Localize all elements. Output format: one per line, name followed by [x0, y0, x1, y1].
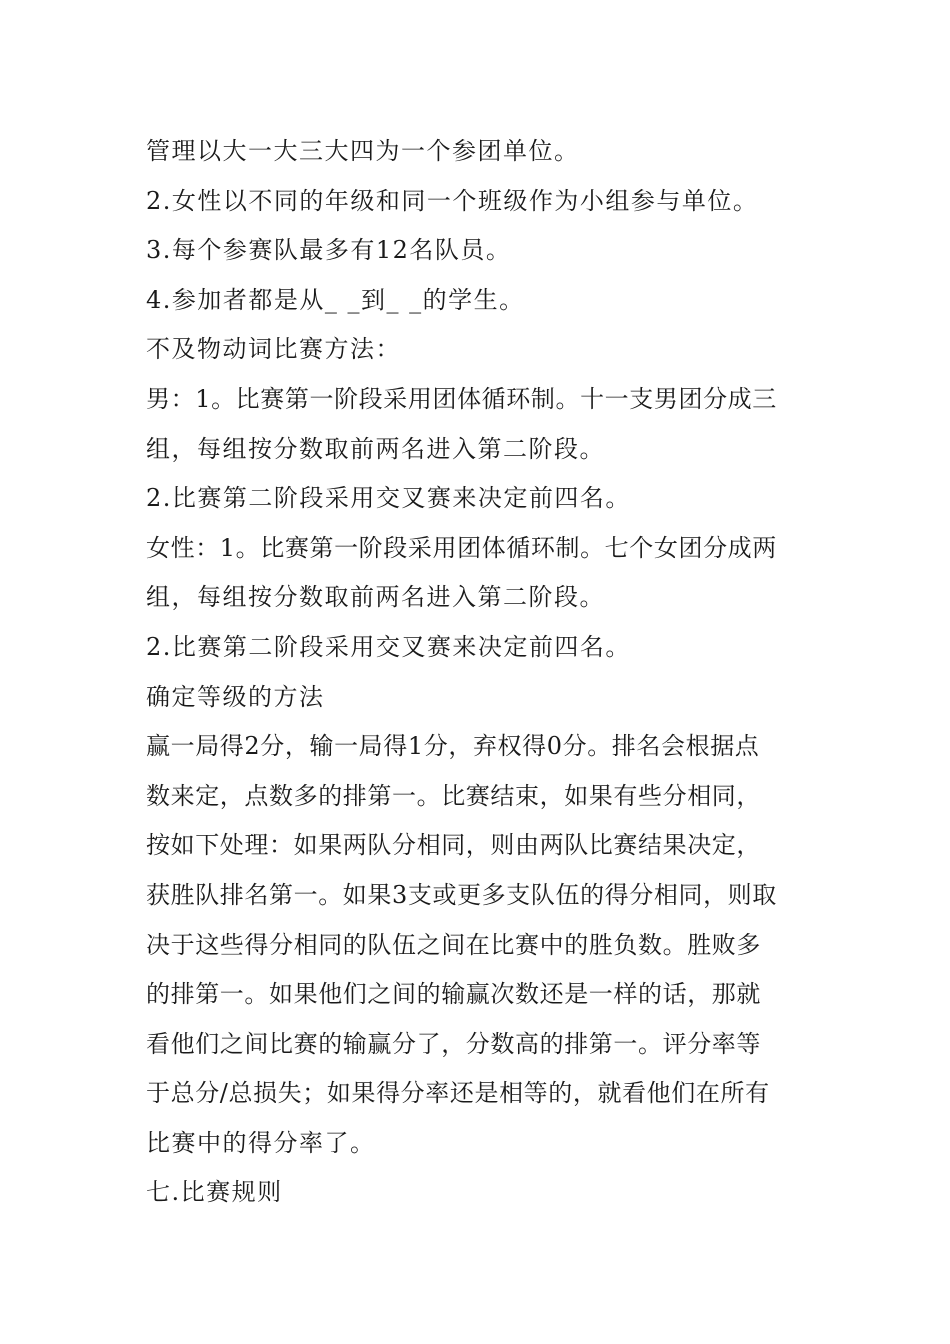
paragraph-line-15: 按如下处理：如果两队分相同，则由两队比赛结果决定， — [146, 831, 761, 860]
paragraph-line-10: 组，每组按分数取前两名进入第二阶段。 — [146, 583, 605, 612]
paragraph-line-13: 赢一局得2分，输一局得1分，弃权得0分。排名会根据点 — [146, 732, 760, 761]
paragraph-line-4: 4.参加者都是从_ _到_ _的学生。 — [146, 285, 525, 314]
paragraph-line-16: 获胜队排名第一。如果3支或更多支队伍的得分相同，则取 — [146, 880, 777, 909]
section-heading-match-method: 不及物动词比赛方法： — [146, 335, 401, 364]
paragraph-line-2: 2.女性以不同的年级和同一个班级作为小组参与单位。 — [146, 186, 759, 215]
paragraph-line-18: 的排第一。如果他们之间的输赢次数还是一样的话，那就 — [146, 980, 761, 1009]
section-heading-ranking-method: 确定等级的方法 — [146, 682, 325, 711]
paragraph-line-17: 决于这些得分相同的队伍之间在比赛中的胜负数。胜败多 — [146, 930, 761, 959]
paragraph-line-14: 数来定，点数多的排第一。比赛结束，如果有些分相同， — [146, 781, 761, 810]
paragraph-line-8: 2.比赛第二阶段采用交叉赛来决定前四名。 — [146, 484, 631, 513]
paragraph-line-19: 看他们之间比赛的输赢分了，分数高的排第一。评分率等 — [146, 1029, 761, 1058]
paragraph-line-1: 管理以大一大三大四为一个参团单位。 — [146, 137, 580, 165]
paragraph-line-9: 女性：1。比赛第一阶段采用团体循环制。七个女团分成两 — [146, 533, 777, 562]
paragraph-line-20: 于总分/总损失；如果得分率还是相等的，就看他们在所有 — [146, 1079, 770, 1108]
document-body — [146, 127, 808, 1218]
paragraph-line-21: 比赛中的得分率了。 — [146, 1128, 376, 1157]
paragraph-line-7: 组，每组按分数取前两名进入第二阶段。 — [146, 434, 605, 463]
section-heading-rules: 七.比赛规则 — [146, 1178, 283, 1207]
paragraph-line-11: 2.比赛第二阶段采用交叉赛来决定前四名。 — [146, 632, 631, 661]
paragraph-line-6: 男：1。比赛第一阶段采用团体循环制。十一支男团分成三 — [146, 384, 777, 413]
paragraph-line-3: 3.每个参赛队最多有12名队员。 — [146, 236, 512, 265]
